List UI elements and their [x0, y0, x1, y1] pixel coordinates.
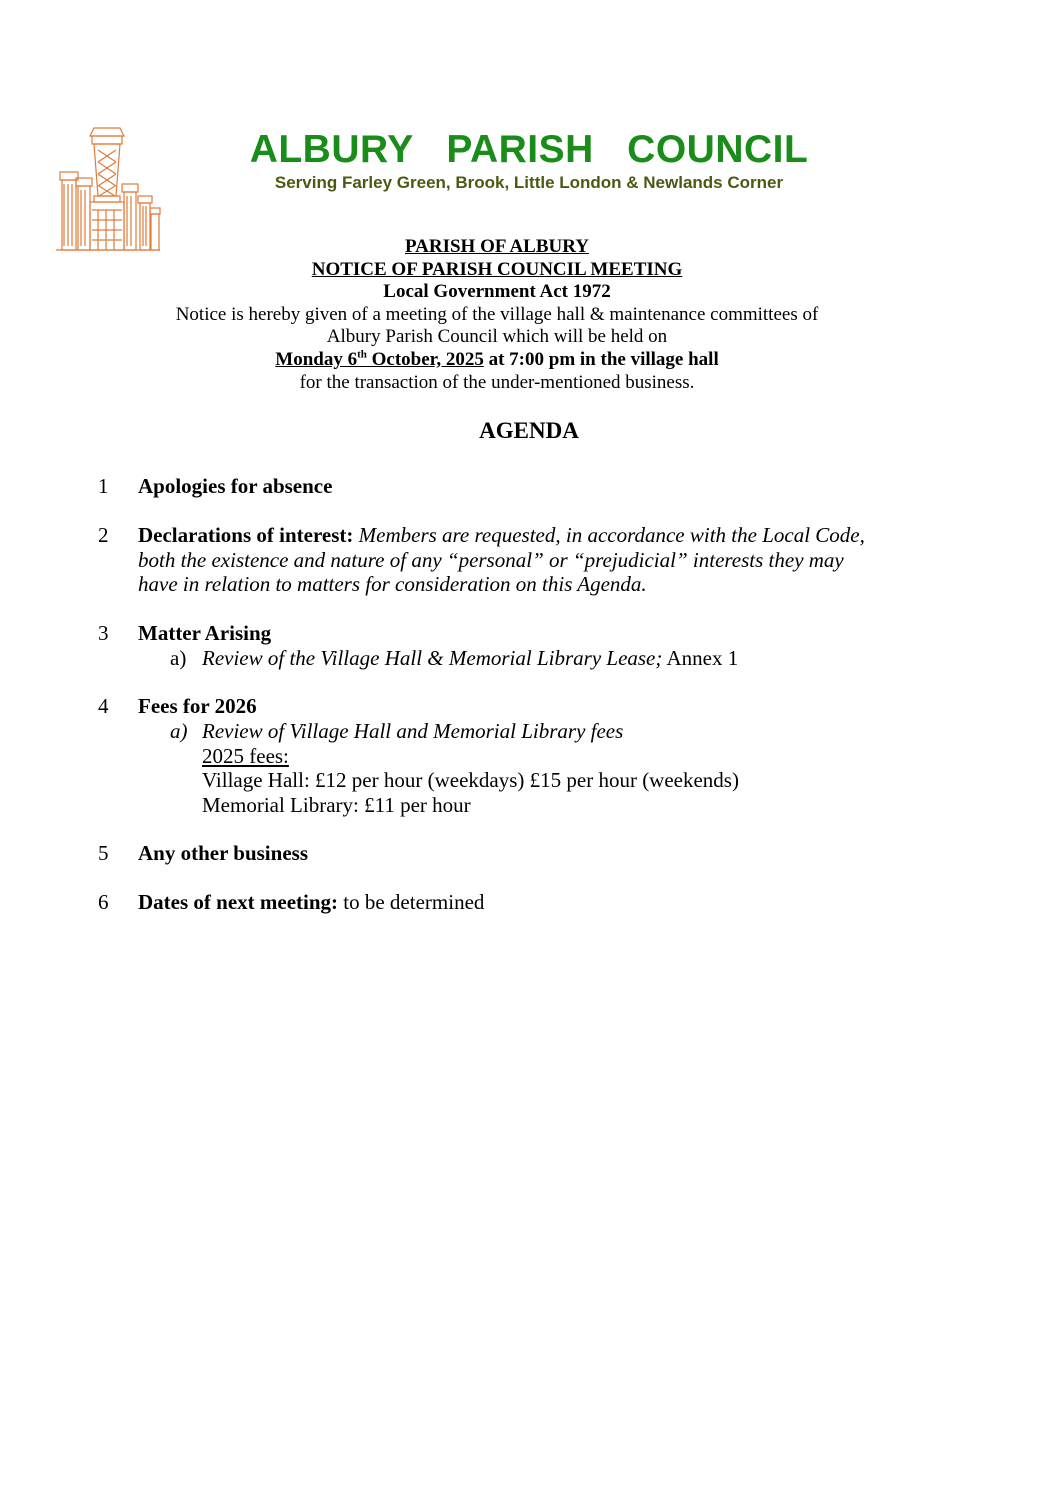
item-number: 1 [98, 474, 109, 498]
subitem-text: Review of Village Hall and Memorial Library fees [202, 719, 624, 743]
fees-label: 2025 fees: [202, 743, 289, 768]
meeting-date [275, 349, 484, 370]
item-description: have in relation to matters for consideration on this Agenda. [138, 572, 647, 596]
item-heading: Dates of next meeting: [138, 890, 339, 914]
meeting-date-day: Monday 6 [275, 348, 358, 370]
meeting-date-rest: October, 2025 [366, 348, 484, 370]
item-heading: Declarations of interest: [138, 523, 354, 547]
notice-act-heading: Local Government Act 1972 [383, 281, 611, 303]
notice-parish-heading: PARISH OF ALBURY [404, 236, 590, 257]
item-number: 5 [98, 841, 109, 865]
meeting-time-location: at 7:00 pm in the village hall [483, 348, 719, 370]
item-number: 6 [98, 890, 109, 914]
notice-text-line: Notice is hereby given of a meeting of the village hall & maintenance committees of [175, 303, 819, 325]
item-number: 2 [98, 523, 109, 547]
notice-text-line: for the transaction of the under-mentioned business. [299, 371, 695, 393]
item-number: 4 [98, 694, 109, 718]
item-description: both the existence and nature of any “personal” or “prejudicial” interests they may [138, 547, 844, 572]
subitem-annex: Annex 1 [662, 646, 739, 670]
item-heading: Any other business [138, 841, 308, 865]
notice-text-line: Albury Parish Council which will be held on [326, 326, 668, 348]
subitem-text: Review of the Village Hall & Memorial Library Lease; [202, 646, 663, 670]
council-title: ALBURY PARISH COUNCIL [249, 128, 809, 171]
notice-meeting-heading: NOTICE OF PARISH COUNCIL MEETING [311, 258, 683, 280]
item-number: 3 [98, 621, 109, 645]
subitem-letter: a) [170, 719, 188, 743]
item-heading: Matter Arising [138, 621, 272, 645]
meeting-date-suffix: th [357, 348, 367, 361]
subitem-letter: a) [170, 646, 187, 670]
fees-memorial-library: Memorial Library: £11 per hour [202, 792, 471, 817]
agenda-title: AGENDA [479, 418, 579, 443]
fees-village-hall: Village Hall: £12 per hour (weekdays) £15 per hour (weekends) [202, 768, 739, 792]
meeting-notice [0, 236, 994, 394]
item-description: Members are requested, in accordance with the Local Code, [353, 523, 865, 547]
meeting-date-line [0, 349, 994, 372]
item-heading: Apologies for absence [138, 474, 333, 498]
item-heading: Fees for 2026 [138, 694, 257, 718]
council-subtitle: Serving Farley Green, Brook, Little London & Newlands Corner [274, 173, 784, 192]
item-description: to be determined [338, 890, 485, 914]
